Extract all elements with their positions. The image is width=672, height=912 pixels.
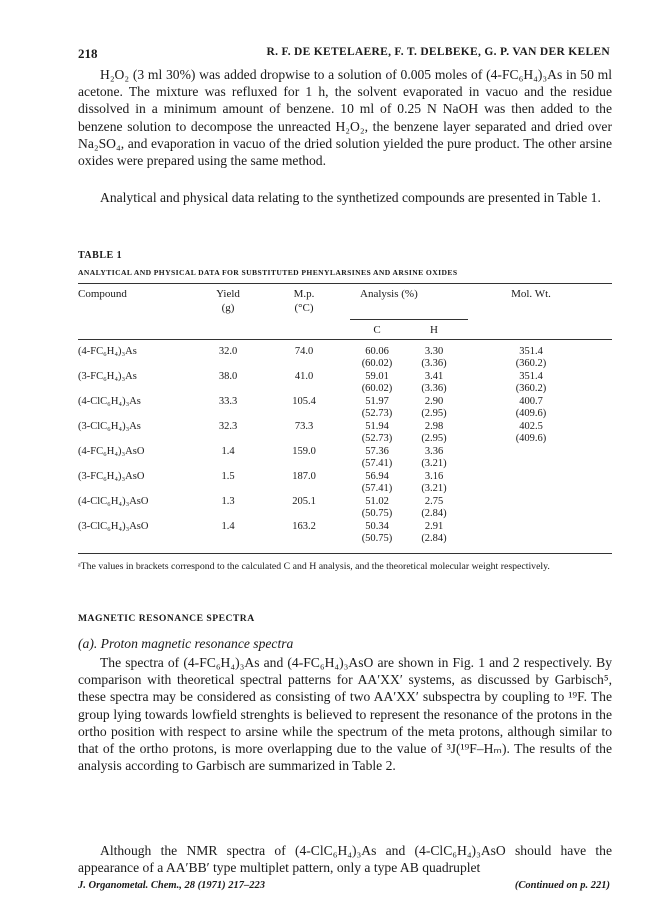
table-caption: ANALYTICAL AND PHYSICAL DATA FOR SUBSTITUTED PHENYLARSINES AND ARSINE OXIDES bbox=[78, 268, 458, 277]
table-cell-c: 50.34 bbox=[365, 521, 389, 532]
table-cell-yield: 32.3 bbox=[218, 421, 238, 432]
table-cell-mw-calc: (409.6) bbox=[515, 433, 547, 444]
table-cell-compound: (3-FC₆H₄)₃AsO bbox=[78, 471, 145, 482]
table-cell-mp: 205.1 bbox=[292, 496, 316, 507]
table-header-rule bbox=[78, 339, 612, 340]
table-cell-yield: 32.0 bbox=[218, 346, 238, 357]
paragraph-table-intro bbox=[78, 189, 612, 206]
table-bottom-rule bbox=[78, 553, 612, 554]
header-analysis: Analysis (%) bbox=[360, 288, 418, 300]
table-cell-yield: 1.5 bbox=[221, 471, 235, 482]
table-cell-mp: 163.2 bbox=[292, 521, 316, 532]
running-authors: R. F. DE KETELAERE, F. T. DELBEKE, G. P. VAN DER KELEN bbox=[266, 46, 610, 58]
table-label: TABLE 1 bbox=[78, 250, 123, 261]
table-analysis-rule bbox=[350, 319, 468, 320]
table-cell-compound: (3-ClC₆H₄)₃AsO bbox=[78, 521, 149, 532]
table-cell-yield: 33.3 bbox=[218, 396, 238, 407]
table-cell-mp: 74.0 bbox=[294, 346, 314, 357]
table-cell-h-calc: (3.36) bbox=[421, 383, 447, 394]
section-title: MAGNETIC RESONANCE SPECTRA bbox=[78, 613, 255, 624]
table-cell-c-calc: (57.41) bbox=[361, 458, 393, 469]
table-cell-c: 51.97 bbox=[365, 396, 389, 407]
table-cell-h-calc: (2.84) bbox=[421, 508, 447, 519]
table-cell-h: 2.75 bbox=[424, 496, 444, 507]
table-cell-compound: (4-ClC₆H₄)₃AsO bbox=[78, 496, 149, 507]
paragraph-nmr-analysis-text: The spectra of (4-FC₆H₄)₃As and (4-FC₆H₄)₃AsO are shown in Fig. 1 and 2 respectively. By comparison with theoretical spectral patterns for AA′XX′ systems, as discussed by Garbisch⁵, these spectra may be considered as consisting of two AA′XX′ subspectra by coupling to ¹⁹F. The group lying towards lowfield strenghts is believed to represent the resonance of the protons in the ortho position with respect to arsine while the spectrum of the meta protons, although similar to that of the ortho protons, is more overlapping due to the value of ³J(¹⁹F–Hₘ). The results of the analysis according to Garbisch are summarized in Table 2. bbox=[78, 655, 612, 774]
table-cell-c-calc: (50.75) bbox=[361, 508, 393, 519]
paragraph-nmr-chloro bbox=[78, 842, 612, 876]
table-cell-h-calc: (3.21) bbox=[421, 458, 447, 469]
table-cell-c-calc: (52.73) bbox=[361, 408, 393, 419]
table-cell-c-calc: (60.02) bbox=[361, 383, 393, 394]
table-cell-h-calc: (3.36) bbox=[421, 358, 447, 369]
paragraph-procedure-text: H₂O₂ (3 ml 30%) was added dropwise to a solution of 0.005 moles of (4-FC₆H₄)₃As in 50 ml acetone. The mixture was refluxed for 1 h, the solvent evaporated in vacuo and the residue dissolved in a minimum amount of benzene. 10 ml of 0.25 N NaOH was then added to the benzene solution to decompose the unreacted H₂O₂, the benzene layer separated and dried over Na₂SO₄, and evaporation in vacuo of the dried solution yielded the pure product. The other arsine oxides were prepared using the same method. bbox=[78, 67, 612, 169]
table-cell-c: 51.94 bbox=[365, 421, 389, 432]
table-cell-c: 57.36 bbox=[365, 446, 389, 457]
table-cell-mw-calc: (409.6) bbox=[515, 408, 547, 419]
table-cell-compound: (3-ClC₆H₄)₃As bbox=[78, 421, 141, 432]
page-footer bbox=[78, 880, 610, 891]
table-top-rule bbox=[78, 283, 612, 284]
header-yield-unit: (g) bbox=[221, 302, 235, 314]
table-cell-yield: 38.0 bbox=[218, 371, 238, 382]
subsection-title: (a). Proton magnetic resonance spectra bbox=[78, 636, 294, 651]
table-cell-mw: 400.7 bbox=[519, 396, 543, 407]
table-cell-mw: 351.4 bbox=[519, 346, 543, 357]
table-cell-mp: 41.0 bbox=[294, 371, 314, 382]
table-cell-c-calc: (60.02) bbox=[361, 358, 393, 369]
journal-citation: J. Organometal. Chem., 28 (1971) 217–223 bbox=[78, 880, 265, 891]
table-cell-yield: 1.4 bbox=[221, 446, 235, 457]
table-cell-mp: 105.4 bbox=[292, 396, 316, 407]
table-cell-c-calc: (57.41) bbox=[361, 483, 393, 494]
paragraph-nmr-analysis bbox=[78, 654, 612, 774]
table-cell-c-calc: (52.73) bbox=[361, 433, 393, 444]
header-mp-unit: (°C) bbox=[294, 302, 314, 314]
table-cell-mw: 351.4 bbox=[519, 371, 543, 382]
table-cell-h-calc: (3.21) bbox=[421, 483, 447, 494]
table-cell-compound: (3-FC₆H₄)₃As bbox=[78, 371, 137, 382]
table-cell-mp: 187.0 bbox=[292, 471, 316, 482]
table-cell-mp: 73.3 bbox=[294, 421, 314, 432]
table-cell-compound: (4-ClC₆H₄)₃As bbox=[78, 396, 141, 407]
table-cell-c-calc: (50.75) bbox=[361, 533, 393, 544]
table-cell-yield: 1.4 bbox=[221, 521, 235, 532]
table-cell-mw: 402.5 bbox=[519, 421, 543, 432]
table-cell-mw-calc: (360.2) bbox=[515, 358, 547, 369]
table-cell-h: 3.16 bbox=[424, 471, 444, 482]
paragraph-table-intro-text: Analytical and physical data relating to the synthetized compounds are presented in Table 1. bbox=[100, 190, 601, 205]
table-cell-c: 59.01 bbox=[365, 371, 389, 382]
table-cell-h: 3.30 bbox=[424, 346, 444, 357]
table-cell-h-calc: (2.95) bbox=[421, 433, 447, 444]
table-cell-h: 3.41 bbox=[424, 371, 444, 382]
table-cell-h-calc: (2.84) bbox=[421, 533, 447, 544]
table-cell-h-calc: (2.95) bbox=[421, 408, 447, 419]
page-number: 218 bbox=[78, 46, 98, 61]
table-cell-mp: 159.0 bbox=[292, 446, 316, 457]
header-c: C bbox=[373, 324, 381, 336]
table-cell-h: 2.90 bbox=[424, 396, 444, 407]
running-header bbox=[78, 46, 610, 62]
table-cell-yield: 1.3 bbox=[221, 496, 235, 507]
header-mw: Mol. Wt. bbox=[511, 288, 551, 300]
table-cell-c: 51.02 bbox=[365, 496, 389, 507]
table-footnote: ᵃThe values in brackets correspond to the calculated C and H analysis, and the theoretical molecular weight respectively. bbox=[78, 561, 550, 572]
table-cell-c: 56.94 bbox=[365, 471, 389, 482]
paragraph-nmr-chloro-text: Although the NMR spectra of (4-ClC₆H₄)₃As and (4-ClC₆H₄)₃AsO should have the appearance of a AA′BB′ type multiplet pattern, only a type AB quadruplet bbox=[78, 843, 612, 876]
header-mp: M.p. bbox=[293, 288, 315, 300]
table-cell-h: 2.98 bbox=[424, 421, 444, 432]
paragraph-procedure bbox=[78, 66, 612, 169]
table-cell-h: 2.91 bbox=[424, 521, 444, 532]
header-h: H bbox=[430, 324, 438, 336]
header-yield: Yield bbox=[216, 288, 240, 300]
table-cell-h: 3.36 bbox=[424, 446, 444, 457]
table-cell-c: 60.06 bbox=[365, 346, 389, 357]
table-cell-mw-calc: (360.2) bbox=[515, 383, 547, 394]
continued-note: (Continued on p. 221) bbox=[514, 880, 610, 891]
table-cell-compound: (4-FC₆H₄)₃AsO bbox=[78, 446, 145, 457]
header-compound: Compound bbox=[78, 288, 127, 300]
table-cell-compound: (4-FC₆H₄)₃As bbox=[78, 346, 137, 357]
